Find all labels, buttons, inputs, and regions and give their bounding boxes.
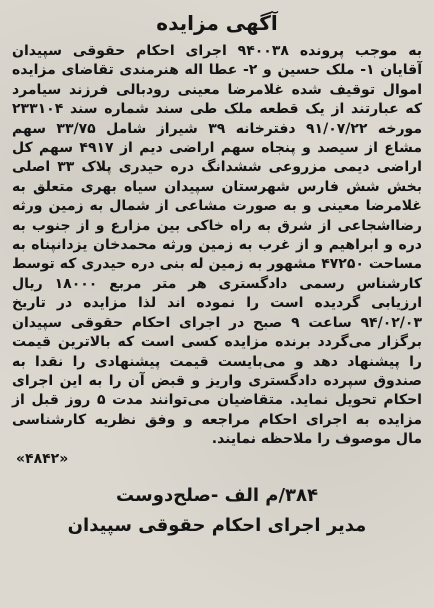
notice-reference-number: «۴۸۴۲» bbox=[16, 450, 69, 467]
notice-body: به موجب پرونده ۹۴۰۰۳۸ اجرای احکام حقوقی سپیدان آقایان ۱- ملک حسین و ۲- عطا اله هنرمندی تقاضای مزایده اموال توقیف شده غلامرضا معینی رودبالی فرزند سیامرد که عبارتند از یک قطعه ملک طی سند شماره سند ۲۳۳۱۰۴ مورخه ۹۱/۰۷/۲۲ دفترخانه ۳۹ شیراز شامل ۳۳/۷۵ سهم مشاع از سیصد و پنجاه سهم اراضی دیم از ۴۹۱۷ سهم کل اراضی دیمی مزروعی ششدانگ دره حیدری پلاک ۳۳ اصلی بخش شش فارس شهرستان سپیدان سیاه بهری متعلق به غلامرضا معینی و به صورت مشاعی از شمال به زمین ورثه رضااشجاعی از شرق به راه خاکی بین مزارع و از جنوب به دره و ابراهیم و از غرب به زمین ورثه محمدخان یزدانپناه به مساحت ۴۷۲۵۰ مشهور به زمین له بنی دره حیدری که توسط کارشناس رسمی دادگستری هر متر مربع ۱۸۰۰۰ ریال ارزیابی گردیده است را نموده اند لذا مزایده در تاریخ ۹۴/۰۲/۰۳ ساعت ۹ صبح در اجرای احکام حقوقی سپیدان برگزار می‌گردد برنده مزایده کسی است که بالاترین قیمت را پیشنهاد دهد و می‌بایست قیمت پیشنهادی را نقدا به صندوق سپرده دادگستری واریز و قبض آن را به این اجرای احکام تحویل نماید. متقاضیان می‌توانند مدت ۵ روز قبل از مزایده به اجرای احکام مراجعه و وفق نظریه کارشناسی مال موصوف را ملاحظه نمایند. bbox=[12, 43, 423, 448]
notice-title: آگهی مزایده bbox=[156, 11, 278, 35]
signature-title: مدیر اجرای احکام حقوقی سپیدان bbox=[67, 514, 367, 536]
signature-block bbox=[12, 481, 422, 541]
signature-code-name: ۳۸۴/م الف -صلح‌دوست bbox=[116, 484, 318, 506]
